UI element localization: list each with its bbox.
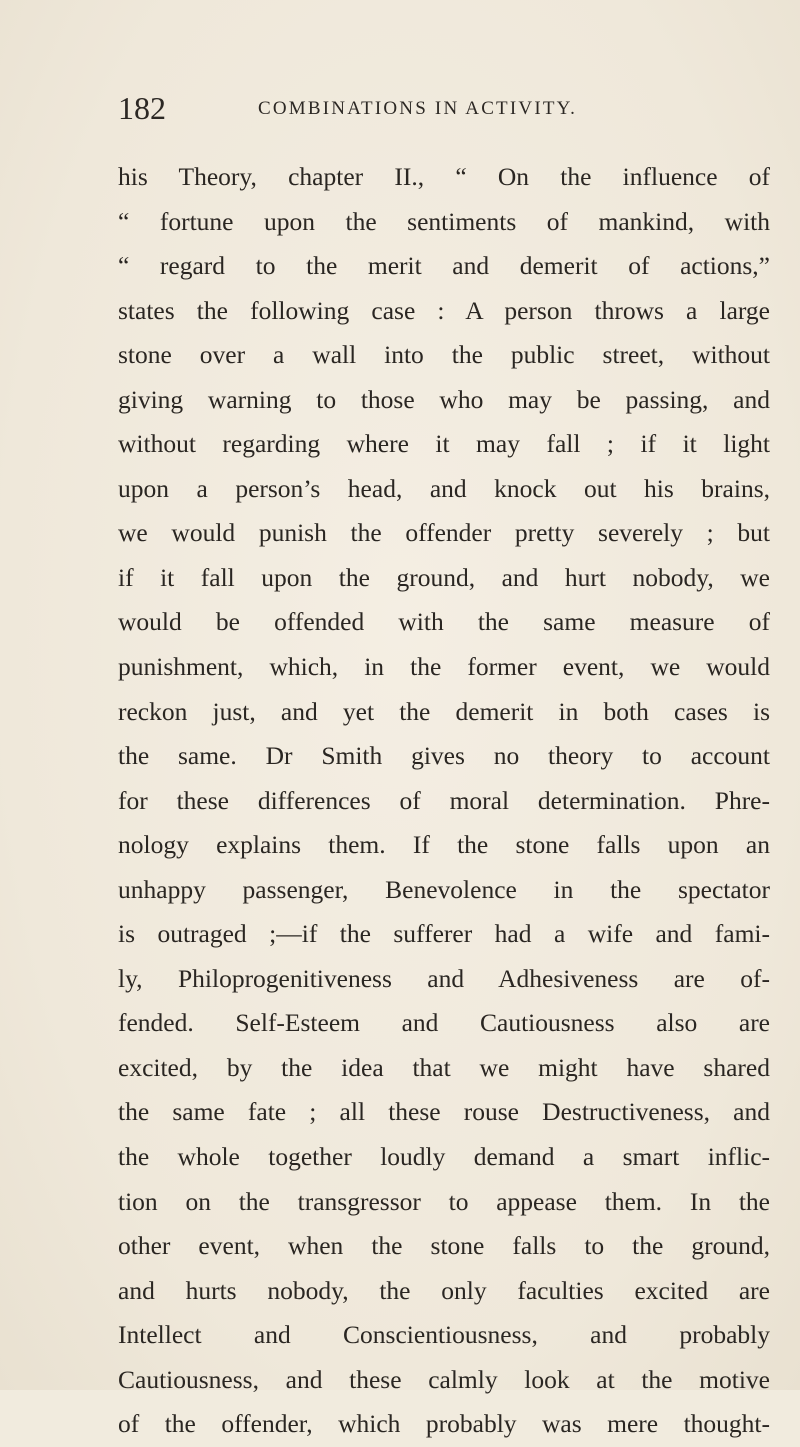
text-line: of the offender, which probably was mere thought- <box>118 1409 770 1439</box>
text-line: the same. Dr Smith gives no theory to account <box>118 741 770 771</box>
text-line: upon a person’s head, and knock out his brains, <box>118 473 770 503</box>
page-header <box>118 88 708 128</box>
page-number: 182 <box>118 90 166 126</box>
text-line: punishment, which, in the former event, we would <box>118 652 770 682</box>
text-line: the same fate ; all these rouse Destructiveness, and <box>118 1097 770 1127</box>
text-line: if it fall upon the ground, and hurt nobody, we <box>118 562 770 592</box>
text-line: we would punish the offender pretty severely ; but <box>118 518 770 548</box>
text-line: his Theory, chapter II., “ On the influence of <box>118 162 770 191</box>
text-line: without regarding where it may fall ; if it light <box>118 429 770 459</box>
text-line: is outraged ;—if the sufferer had a wife and fami- <box>118 919 770 949</box>
text-line: states the following case : A person throws a large <box>118 295 770 325</box>
text-line: excited, by the idea that we might have shared <box>118 1052 770 1082</box>
text-line: unhappy passenger, Benevolence in the spectator <box>118 874 770 904</box>
text-line: would be offended with the same measure of <box>118 607 770 637</box>
text-line: “ fortune upon the sentiments of mankind, with <box>118 206 770 236</box>
body-text <box>118 155 770 1447</box>
text-line: fended. Self-Esteem and Cautiousness also are <box>118 1008 770 1038</box>
text-line: stone over a wall into the public street, without <box>118 340 770 370</box>
text-line: other event, when the stone falls to the ground, <box>118 1231 770 1261</box>
text-line: the whole together loudly demand a smart inflic- <box>118 1142 770 1172</box>
text-line: ly, Philoprogenitiveness and Adhesiveness are of- <box>118 963 770 993</box>
text-line: for these differences of moral determination. Phre- <box>118 785 770 815</box>
text-line: Cautiousness, and these calmly look at the motive <box>118 1364 770 1394</box>
text-line: “ regard to the merit and demerit of actions,” <box>118 251 770 281</box>
text-line: nology explains them. If the stone falls upon an <box>118 830 770 860</box>
text-line: Intellect and Conscientiousness, and probably <box>118 1320 770 1350</box>
text-line: reckon just, and yet the demerit in both cases is <box>118 696 770 726</box>
running-head: COMBINATIONS IN ACTIVITY. <box>258 98 578 119</box>
text-line: giving warning to those who may be passing, and <box>118 384 770 414</box>
text-line: tion on the transgressor to appease them. In the <box>118 1186 770 1216</box>
text-line: and hurts nobody, the only faculties excited are <box>118 1275 770 1305</box>
